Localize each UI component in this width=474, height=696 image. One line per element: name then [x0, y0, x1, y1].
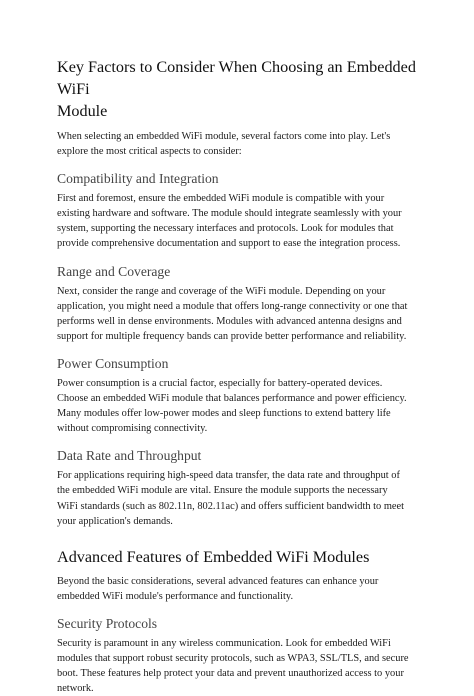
text-line: WiFi standards (such as 802.11n, 802.11ac) and offers sufficient bandwidth to meet: [57, 500, 405, 512]
advanced-intro-paragraph: [57, 574, 429, 604]
section-heading: Compatibility and Integration: [57, 171, 219, 187]
text-line: application, you might need a module that offers long-range connectivity or one that: [57, 300, 408, 312]
text-line: First and foremost, ensure the embedded WiFi module is compatible with your: [57, 193, 385, 205]
text-line: existing hardware and software. The module should integrate seamlessly with your: [57, 208, 402, 220]
section-heading: Range and Coverage: [57, 263, 171, 279]
page-title-line: Key Factors to Consider When Choosing an Embedded WiFi: [57, 58, 416, 98]
text-line: network.: [57, 683, 94, 695]
document-page: [57, 56, 429, 696]
text-line: Many modules offer low-power modes and sleep functions to extend battery life: [57, 408, 391, 420]
text-line: embedded WiFi module's performance and functionality.: [57, 590, 294, 602]
text-line: When selecting an embedded WiFi module, several factors come into play. Let's: [57, 131, 391, 142]
text-line: modules that support robust security protocols, such as WPA3, SSL/TLS, and secure: [57, 652, 409, 664]
text-line: the embedded WiFi module are vital. Ensure the module supports the necessary: [57, 485, 388, 497]
text-line: without compromising connectivity.: [57, 423, 208, 435]
text-line: Beyond the basic considerations, several advanced features can enhance your: [57, 575, 379, 587]
section-heading: Power Consumption: [57, 355, 169, 371]
section-paragraph: [57, 468, 429, 528]
section-heading: Security Protocols: [57, 615, 158, 631]
text-line: boot. These features help protect your data and prevent unauthorized access to your: [57, 668, 404, 680]
text-line: For applications requiring high-speed data transfer, the data rate and throughput of: [57, 470, 400, 482]
text-line: Security is paramount in any wireless communication. Look for embedded WiFi: [57, 637, 391, 649]
section-paragraph: [57, 636, 429, 696]
page-title: [57, 56, 429, 122]
text-line: Choose an embedded WiFi module that balances performance and power efficiency.: [57, 393, 407, 405]
text-line: explore the most critical aspects to consider:: [57, 146, 242, 158]
text-line: system, supporting the necessary interfaces and protocols. Look for modules that: [57, 223, 394, 235]
intro-paragraph: [57, 129, 429, 159]
text-line: support for multiple frequency bands can provide better performance and reliability.: [57, 330, 407, 342]
section-heading: Data Rate and Throughput: [57, 448, 202, 464]
page-title-line: Module: [57, 102, 108, 120]
section-paragraph: [57, 284, 429, 344]
text-line: your application's demands.: [57, 515, 173, 527]
text-line: provide comprehensive documentation and support to ease the integration process.: [57, 238, 401, 250]
text-line: performs well in dense environments. Modules with advanced antenna designs and: [57, 315, 402, 327]
section-paragraph: [57, 191, 429, 251]
advanced-title: Advanced Features of Embedded WiFi Modules: [57, 547, 370, 566]
text-line: Next, consider the range and coverage of the WiFi module. Depending on your: [57, 285, 386, 297]
section-paragraph: [57, 376, 429, 436]
text-line: Power consumption is a crucial factor, especially for battery-operated devices.: [57, 377, 383, 389]
